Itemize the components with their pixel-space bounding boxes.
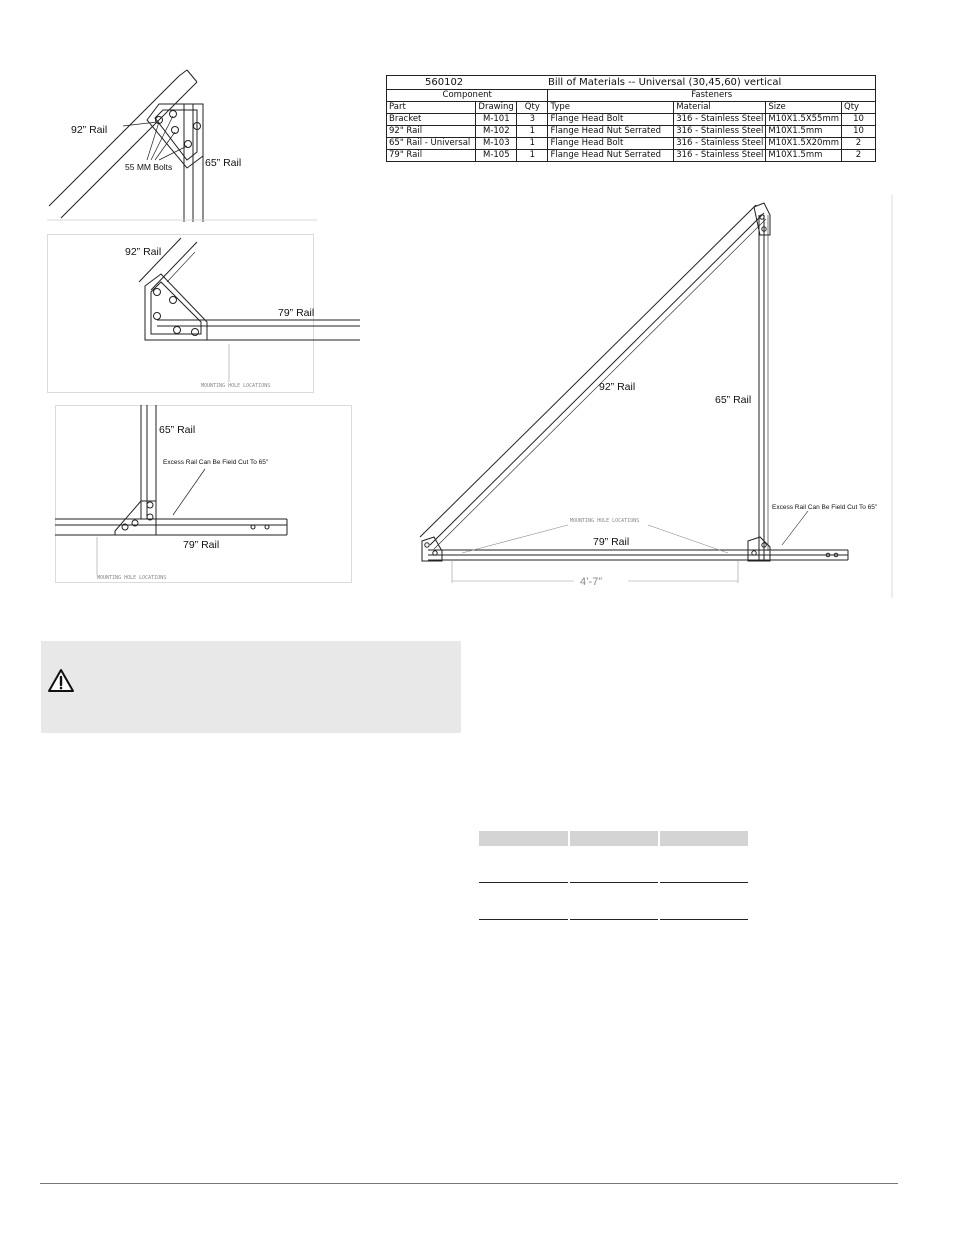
bom-cell: M-103: [476, 138, 517, 150]
summary-table-row-divider: [479, 882, 568, 883]
bom-cell: 65" Rail - Universal: [387, 138, 476, 150]
detail-bottom-drawing: [55, 405, 352, 583]
detail-top-panel: [47, 56, 317, 222]
main-dimension-label: 4’-7”: [580, 576, 603, 588]
detail-top-drawing: [47, 56, 317, 222]
bom-cell: 92" Rail: [387, 126, 476, 138]
bom-cell: 2: [842, 150, 876, 162]
footer-rule: [40, 1183, 898, 1184]
bom-cell: M-102: [476, 126, 517, 138]
detail-top-label-bolts: 55 MM Bolts: [125, 162, 173, 172]
bom-cell: Flange Head Bolt: [548, 138, 674, 150]
bom-cell: 1: [517, 126, 548, 138]
main-label-excess: Excess Rail Can Be Field Cut To 65”: [772, 504, 878, 511]
main-assembly-panel: [378, 195, 894, 598]
bom-cell: Flange Head Nut Serrated: [548, 150, 674, 162]
detail-middle-label-92: 92” Rail: [125, 246, 162, 258]
bom-column-headers: [387, 102, 876, 114]
detail-bottom-label-mounting: MOUNTING HOLE LOCATIONS: [97, 575, 167, 581]
bom-col-type: Type: [548, 102, 674, 114]
detail-middle-panel: [47, 234, 360, 394]
summary-table-header-cell: [570, 831, 658, 846]
bom-cell: M10X1.5mm: [766, 126, 842, 138]
bom-cell: Flange Head Nut Serrated: [548, 126, 674, 138]
main-label-mounting: MOUNTING HOLE LOCATIONS: [570, 518, 640, 524]
detail-top-label-65: 65” Rail: [205, 157, 242, 169]
detail-middle-drawing: [47, 234, 360, 394]
bom-title: Bill of Materials -- Universal (30,45,60) vertical: [548, 76, 876, 90]
bom-cell: 10: [842, 114, 876, 126]
summary-table-header-cell: [479, 831, 568, 846]
bom-component-header: Component: [387, 90, 548, 102]
table-row: [387, 150, 876, 162]
detail-bottom-label-79: 79” Rail: [183, 539, 220, 551]
bom-col-qty-2: Qty: [842, 102, 876, 114]
bom-col-drawing: Drawing: [476, 102, 517, 114]
main-label-65: 65” Rail: [715, 394, 752, 406]
bom-cell: 1: [517, 150, 548, 162]
bom-cell: 316 - Stainless Steel: [674, 150, 766, 162]
bom-cell: 316 - Stainless Steel: [674, 126, 766, 138]
table-row: [387, 138, 876, 150]
bom-cell: M10X1.5X20mm: [766, 138, 842, 150]
bom-cell: 2: [842, 138, 876, 150]
warning-triangle-icon: [47, 668, 75, 699]
main-label-92: 92” Rail: [599, 381, 636, 393]
bom-col-part: Part: [387, 102, 476, 114]
bom-cell: M-101: [476, 114, 517, 126]
detail-middle-label-79: 79” Rail: [278, 307, 315, 319]
summary-table-row-divider: [479, 919, 568, 920]
table-row: [387, 126, 876, 138]
detail-bottom-label-excess: Excess Rail Can Be Field Cut To 65”: [163, 459, 269, 466]
bom-cell: 79" Rail: [387, 150, 476, 162]
main-label-79: 79” Rail: [593, 536, 630, 548]
bom-col-material: Material: [674, 102, 766, 114]
summary-table-header-cell: [660, 831, 748, 846]
detail-bottom-panel: [55, 405, 352, 583]
bom-cell: 316 - Stainless Steel: [674, 114, 766, 126]
bom-cell: 316 - Stainless Steel: [674, 138, 766, 150]
detail-middle-label-mounting: MOUNTING HOLE LOCATIONS: [201, 383, 271, 389]
summary-table-row-divider: [570, 919, 658, 920]
bom-fasteners-header: Fasteners: [548, 90, 876, 102]
bill-of-materials-table: [386, 75, 876, 162]
detail-top-label-92: 92” Rail: [71, 124, 108, 136]
bom-col-qty: Qty: [517, 102, 548, 114]
bom-cell: Bracket: [387, 114, 476, 126]
bom-cell: 1: [517, 138, 548, 150]
bom-cell: M10X1.5X55mm: [766, 114, 842, 126]
main-assembly-drawing: [378, 195, 894, 598]
bom-number: 560102: [387, 76, 548, 90]
bom-cell: 3: [517, 114, 548, 126]
bom-cell: M10X1.5mm: [766, 150, 842, 162]
detail-bottom-label-65: 65” Rail: [159, 424, 196, 436]
summary-table-row-divider: [660, 882, 748, 883]
bom-cell: 10: [842, 126, 876, 138]
bom-cell: Flange Head Bolt: [548, 114, 674, 126]
warning-box: [41, 641, 461, 733]
bom-col-size: Size: [766, 102, 842, 114]
bom-cell: M-105: [476, 150, 517, 162]
table-row: [387, 114, 876, 126]
summary-table-row-divider: [660, 919, 748, 920]
summary-table-row-divider: [570, 882, 658, 883]
